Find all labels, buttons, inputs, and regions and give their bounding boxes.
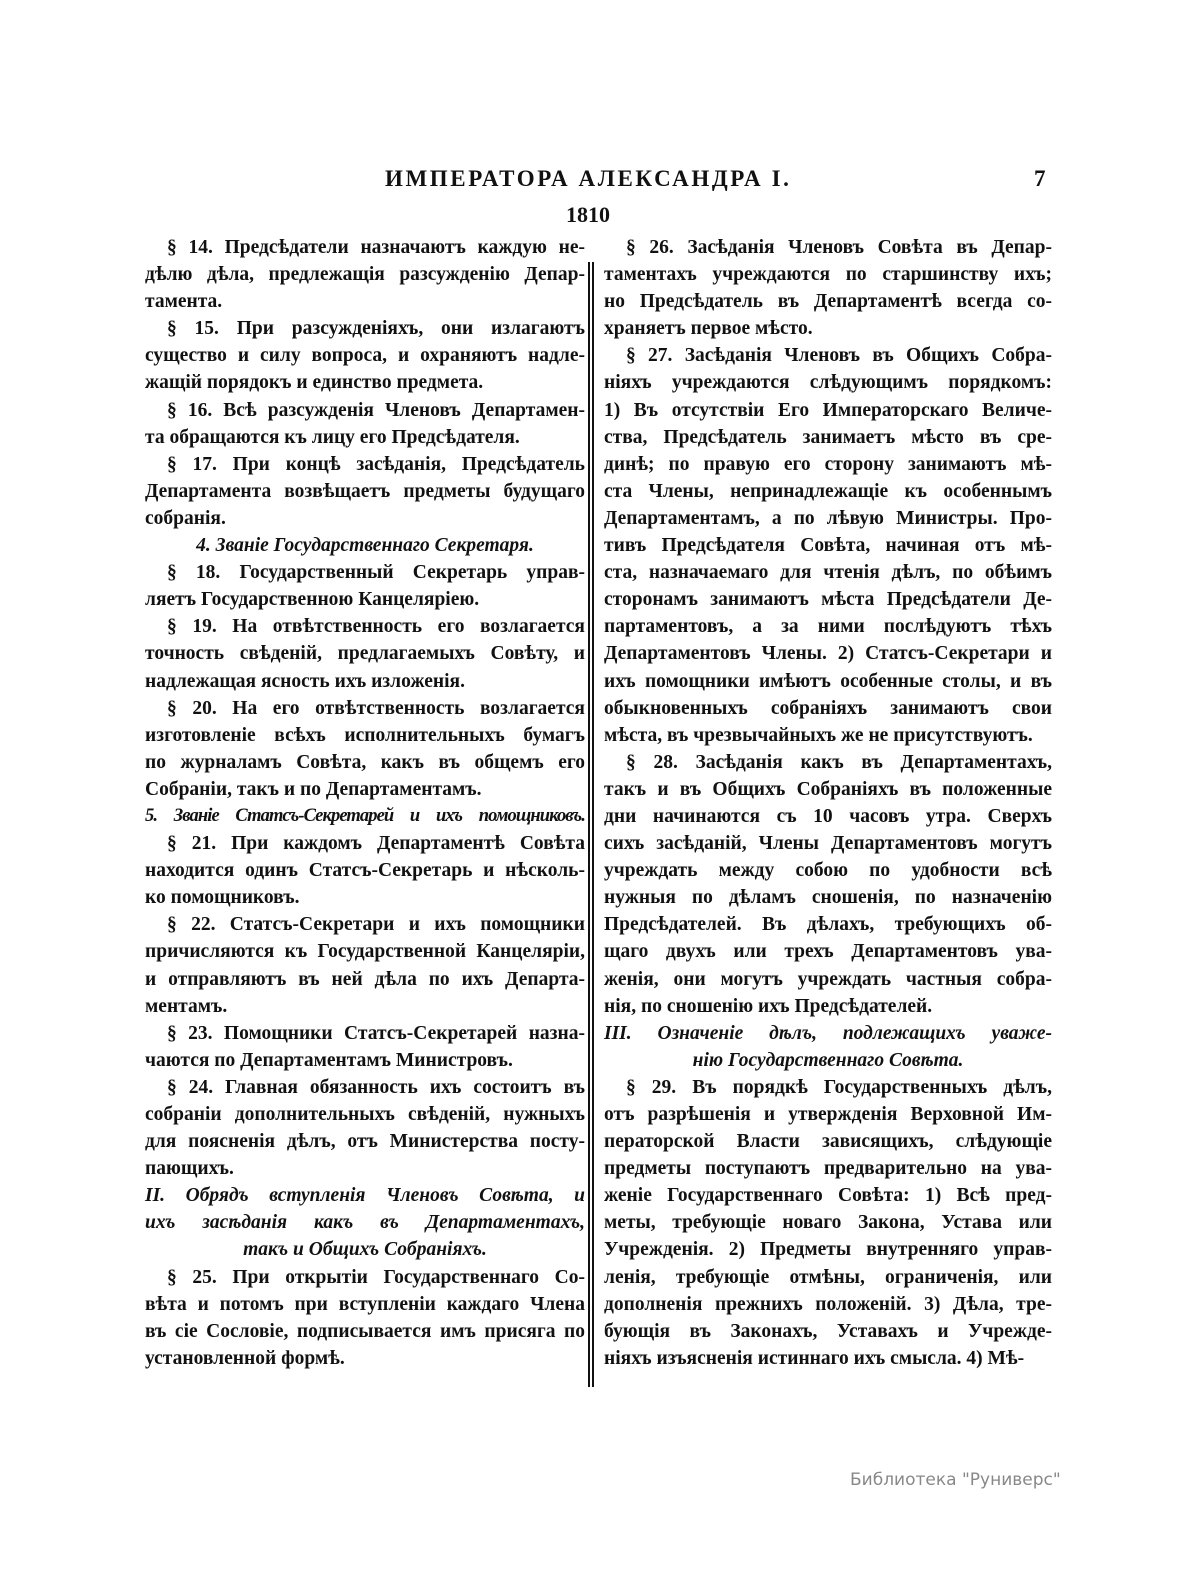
text-line: храняетъ первое мѣсто.: [604, 318, 813, 340]
paragraph: [604, 234, 1052, 342]
left-column: [145, 234, 585, 1372]
text-line: надлежащая ясность ихъ изложенія.: [145, 670, 465, 692]
text-line: щаго двухъ или трехъ Департаментовъ ува-: [604, 941, 1052, 963]
text-line: бующія въ Законахъ, Уставахъ и Учрежде-: [604, 1320, 1052, 1342]
text-line: § 19. На отвѣтственность его возлагается: [167, 616, 585, 638]
text-line: ста Члены, непринадлежащіе къ особеннымъ: [604, 480, 1052, 502]
paragraph: [145, 559, 585, 613]
text-line: причисляются къ Государственной Канцеляріи,: [145, 941, 585, 963]
text-line: Департаментовъ Члены. 2) Статсъ-Секретари и: [604, 643, 1052, 665]
text-line: Департаментамъ, а по лѣвую Министры. Про-: [604, 507, 1052, 529]
text-line: дополненія прежнихъ положеній. 3) Дѣла, тре-: [604, 1293, 1052, 1315]
text-line: 5. Званіе Статсъ-Секретарей и ихъ помощниковъ.: [145, 805, 585, 826]
paragraph: [145, 451, 585, 532]
text-line: сихъ засѣданій, Члены Департаментовъ могутъ: [604, 833, 1052, 855]
section-heading: [145, 532, 585, 559]
text-line: ленія, требующіе отмѣны, ограниченія, или: [604, 1266, 1052, 1288]
text-line: § 22. Статсъ-Секретари и ихъ помощники: [167, 914, 585, 936]
text-line: ператорской Власти зависящихъ, слѣдующіе: [604, 1131, 1052, 1153]
text-line: § 20. На его отвѣтственность возлагается: [167, 697, 585, 719]
text-line: мѣста, въ чрезвычайныхъ же не присутствуютъ.: [604, 724, 1033, 746]
text-line: § 26. Засѣданія Членовъ Совѣта въ Депар-: [626, 237, 1052, 258]
text-line: § 29. Въ порядкѣ Государственныхъ дѣлъ,: [626, 1076, 1052, 1098]
paragraph: [145, 397, 585, 451]
text-line: тивъ Предсѣдателя Совѣта, начиная отъ мѣ-: [604, 535, 1052, 557]
text-line: существо и силу вопроса, и охраняютъ надле-: [145, 345, 585, 367]
text-line: учреждать между собою по удобности всѣ: [604, 860, 1052, 882]
text-line: въ сіе Сословіе, подписывается имъ присяга по: [145, 1320, 585, 1342]
text-line: таментахъ учреждаются по старшинству ихъ;: [604, 264, 1052, 286]
text-line: ляетъ Государственною Канцеляріею.: [145, 589, 480, 611]
paragraph: [145, 1020, 585, 1074]
text-line: ихъ засѣданія какъ въ Департаментахъ,: [145, 1212, 585, 1234]
text-line: ніяхъ учреждаются слѣдующимъ порядкомъ:: [604, 372, 1052, 394]
text-line: § 16. Всѣ разсужденія Членовъ Департамен-: [167, 399, 585, 421]
section-heading: [145, 803, 585, 830]
text-line: § 23. Помощники Статсъ-Секретарей назна-: [167, 1022, 585, 1044]
text-line: § 17. При концѣ засѣданія, Предсѣдатель: [167, 453, 585, 475]
text-line: III. Означеніе дѣлъ, подлежащихъ уваже-: [604, 1022, 1052, 1044]
running-title: ИМПЕРАТОРА АЛЕКСАНДРА I.: [385, 166, 792, 191]
text-line: § 18. Государственный Секретарь управ-: [167, 562, 585, 584]
text-line: § 28. Засѣданія какъ въ Департаментахъ,: [626, 751, 1052, 773]
text-line: собраніи дополнительныхъ свѣденій, нужныхъ: [145, 1104, 585, 1125]
text-line: по журналамъ Совѣта, какъ въ общемъ его: [145, 751, 585, 773]
section-heading: [604, 1020, 1052, 1074]
text-line: женіе Государственнаго Совѣта: 1) Всѣ пред-: [604, 1185, 1052, 1207]
paragraph: [145, 613, 585, 694]
text-line: женія, они могутъ учреждать частныя собра-: [604, 968, 1052, 990]
text-line: дни начинаются съ 10 часовъ утра. Сверхъ: [604, 805, 1052, 827]
text-line: § 14. Предсѣдатели назначаютъ каждую не-: [167, 237, 585, 258]
paragraph: [145, 234, 585, 315]
text-line: Департамента возвѣщаетъ предметы будущаго: [145, 480, 585, 502]
text-line: и отправляютъ въ ней дѣла по ихъ Департа-: [145, 968, 585, 990]
text-line: 4. Званіе Государственнаго Секретаря.: [196, 535, 534, 557]
text-line: чаются по Департаментамъ Министровъ.: [145, 1049, 513, 1071]
page-number: 7: [1034, 166, 1046, 191]
text-line: Предсѣдателей. Въ дѣлахъ, требующихъ об-: [604, 914, 1052, 936]
text-line: точность свѣденій, предлагаемыхъ Совѣту, и: [145, 643, 585, 665]
text-line: § 27. Засѣданія Членовъ въ Общихъ Собра-: [626, 345, 1052, 367]
right-column: [604, 234, 1052, 1372]
paragraph: [145, 911, 585, 1019]
text-line: меты, требующіе новаго Закона, Устава или: [604, 1212, 1052, 1234]
text-line: Учрежденія. 2) Предметы внутренняго управ-: [604, 1239, 1052, 1261]
text-line: тамента.: [145, 291, 223, 313]
text-line: § 25. При открытіи Государственнаго Со-: [167, 1266, 585, 1288]
text-line: отъ разрѣшенія и утвержденія Верховной Им-: [604, 1104, 1052, 1125]
text-line: нія, по сношенію ихъ Предсѣдателей.: [604, 995, 933, 1017]
text-line: § 15. При разсужденіяхъ, они излагаютъ: [167, 318, 585, 340]
paragraph: [145, 1074, 585, 1182]
text-line: Собраніи, такъ и по Департаментамъ.: [145, 778, 482, 800]
year-heading: 1810: [566, 202, 610, 227]
paragraph: [145, 1264, 585, 1372]
text-line: динѣ; по правую его сторону занимаютъ мѣ-: [604, 453, 1052, 475]
text-line: ства, Предсѣдатель занимаетъ мѣсто въ сре-: [604, 426, 1052, 448]
text-line: установленной формѣ.: [145, 1347, 345, 1369]
text-line: нужныя по дѣламъ сношенія, по назначенію: [604, 887, 1052, 909]
section-heading: [145, 1182, 585, 1263]
text-line: такъ и Общихъ Собраніяхъ.: [243, 1239, 487, 1261]
text-line: дѣлю дѣла, предлежащія разсужденію Депар-: [145, 264, 585, 286]
text-line: та обращаются къ лицу его Предсѣдателя.: [145, 426, 520, 448]
text-line: ніяхъ изъясненія истиннаго ихъ смысла. 4) Мѣ-: [604, 1347, 1025, 1369]
text-line: ментамъ.: [145, 995, 228, 1017]
text-line: вѣта и потомъ при вступленіи каждаго Члена: [145, 1293, 585, 1315]
text-line: сторонамъ занимаютъ мѣста Предсѣдатели Де-: [604, 589, 1052, 611]
text-line: предметы поступаютъ предварительно на ува-: [604, 1158, 1052, 1180]
text-line: нію Государственнаго Совѣта.: [692, 1049, 964, 1071]
paragraph: [604, 342, 1052, 748]
text-line: § 24. Главная обязанность ихъ состоитъ въ: [167, 1076, 585, 1098]
text-line: собранія.: [145, 507, 226, 529]
column-divider: [588, 262, 594, 1387]
text-line: но Предсѣдатель въ Департаментѣ всегда со-: [604, 291, 1052, 313]
text-line: ихъ помощники имѣютъ особенные столы, и въ: [604, 670, 1052, 692]
text-line: обыкновенныхъ собраніяхъ занимаютъ свои: [604, 697, 1052, 719]
library-watermark: Библиотека "Руниверс": [850, 1470, 1061, 1490]
text-line: § 21. При каждомъ Департаментѣ Совѣта: [167, 833, 585, 855]
text-line: ко помощниковъ.: [145, 887, 300, 909]
text-line: партаментовъ, а за ними послѣдуютъ тѣхъ: [604, 616, 1052, 638]
text-line: ста, назначаемаго для чтенія дѣлъ, по обѣимъ: [604, 562, 1052, 584]
paragraph: [145, 315, 585, 396]
paragraph: [145, 695, 585, 803]
text-line: для поясненія дѣлъ, отъ Министерства посту-: [145, 1131, 585, 1153]
paragraph: [604, 1074, 1052, 1372]
paragraph: [145, 830, 585, 911]
text-line: пающихъ.: [145, 1158, 234, 1180]
text-line: жащій порядокъ и единство предмета.: [145, 372, 484, 394]
text-line: находится одинъ Статсъ-Секретарь и нѣсколь-: [145, 860, 585, 882]
text-line: 1) Въ отсутствіи Его Императорскаго Величе-: [604, 399, 1052, 421]
text-line: изготовленіе всѣхъ исполнительныхъ бумагъ: [145, 724, 585, 746]
text-line: такъ и въ Общихъ Собраніяхъ въ положенные: [604, 778, 1052, 800]
text-line: II. Обрядъ вступленія Членовъ Совѣта, и: [145, 1185, 585, 1207]
paragraph: [604, 749, 1052, 1020]
